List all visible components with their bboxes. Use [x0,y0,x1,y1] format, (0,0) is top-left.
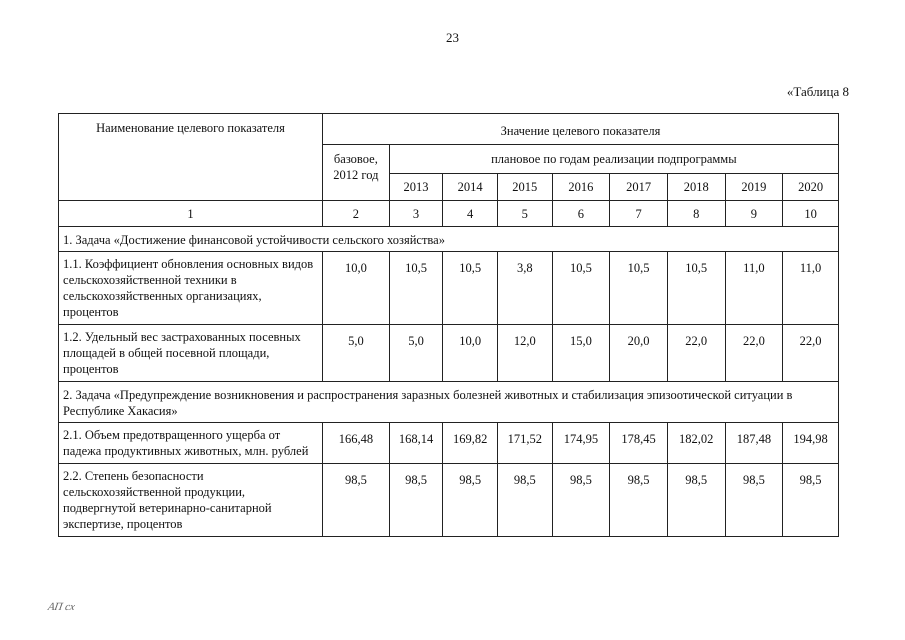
indicator-value: 10,5 [389,252,443,325]
indicator-name: 1.1. Коэффициент обновления основных видов сельскохозяйственной техники в сельскохозяйственных организациях, процентов [59,252,323,325]
header-planned-column: плановое по годам реализации подпрограммы [389,145,838,174]
column-number-cell: 3 [389,201,443,227]
indicator-value: 166,48 [323,423,390,464]
header-year-cell: 2018 [667,174,725,201]
indicator-value: 174,95 [552,423,610,464]
column-number-cell: 10 [783,201,839,227]
indicator-value: 10,0 [323,252,390,325]
column-number-cell: 5 [497,201,552,227]
header-name-column: Наименование целевого показателя [59,114,323,201]
indicator-value: 168,14 [389,423,443,464]
indicator-value: 11,0 [725,252,783,325]
indicator-value: 22,0 [725,325,783,382]
column-number-cell: 4 [443,201,498,227]
indicator-value: 169,82 [443,423,498,464]
indicator-value: 3,8 [497,252,552,325]
indicator-value: 98,5 [497,464,552,537]
header-year-cell: 2016 [552,174,610,201]
indicator-value: 22,0 [783,325,839,382]
indicator-value: 10,5 [610,252,668,325]
header-year-cell: 2019 [725,174,783,201]
indicator-value: 187,48 [725,423,783,464]
column-number-cell: 1 [59,201,323,227]
indicator-value: 98,5 [323,464,390,537]
indicator-value: 10,5 [667,252,725,325]
indicator-value: 11,0 [783,252,839,325]
section-row [59,227,839,252]
indicator-value: 12,0 [497,325,552,382]
indicator-value: 98,5 [725,464,783,537]
target-indicators-table [58,113,839,537]
column-number-cell: 7 [610,201,668,227]
section-title: 2. Задача «Предупреждение возникновения и распространения заразных болезней животных и стабилизация эпизоотической ситуации в Республике Хакасия» [59,382,839,423]
table-caption: «Таблица 8 [786,84,849,99]
indicator-value: 10,5 [443,252,498,325]
indicator-value: 10,0 [443,325,498,382]
indicator-value: 22,0 [667,325,725,382]
indicator-value: 98,5 [610,464,668,537]
header-year-cell: 2014 [443,174,498,201]
table-row [59,252,839,325]
header-year-cell: 2013 [389,174,443,201]
indicator-name: 2.1. Объем предотвращенного ущерба от падежа продуктивных животных, млн. рублей [59,423,323,464]
column-number-cell: 2 [323,201,390,227]
header-base-column: базовое, 2012 год [323,145,390,201]
indicator-value: 98,5 [389,464,443,537]
header-column-numbers-row [59,201,839,227]
indicator-name: 1.2. Удельный вес застрахованных посевных площадей в общей посевной площади, процентов [59,325,323,382]
indicator-name: 2.2. Степень безопасности сельскохозяйственной продукции, подвергнутой ветеринарно-санитарной экспертизе, процентов [59,464,323,537]
section-title: 1. Задача «Достижение финансовой устойчивости сельского хозяйства» [59,227,839,252]
indicator-value: 98,5 [443,464,498,537]
indicator-value: 5,0 [389,325,443,382]
indicator-value: 5,0 [323,325,390,382]
indicator-value: 15,0 [552,325,610,382]
header-value-column: Значение целевого показателя [323,114,839,145]
indicator-value: 10,5 [552,252,610,325]
indicator-value: 182,02 [667,423,725,464]
column-number-cell: 6 [552,201,610,227]
header-row-1 [59,114,839,145]
header-year-cell: 2015 [497,174,552,201]
indicator-value: 194,98 [783,423,839,464]
table-row [59,464,839,537]
column-number-cell: 9 [725,201,783,227]
indicator-value: 20,0 [610,325,668,382]
table-row [59,423,839,464]
page-number: 23 [446,30,459,45]
indicator-value: 98,5 [552,464,610,537]
footer-mark: АП сх [46,601,76,613]
section-row [59,382,839,423]
table-row [59,325,839,382]
indicator-value: 98,5 [783,464,839,537]
indicator-value: 98,5 [667,464,725,537]
header-year-cell: 2017 [610,174,668,201]
header-year-cell: 2020 [783,174,839,201]
column-number-cell: 8 [667,201,725,227]
indicator-value: 171,52 [497,423,552,464]
indicator-value: 178,45 [610,423,668,464]
